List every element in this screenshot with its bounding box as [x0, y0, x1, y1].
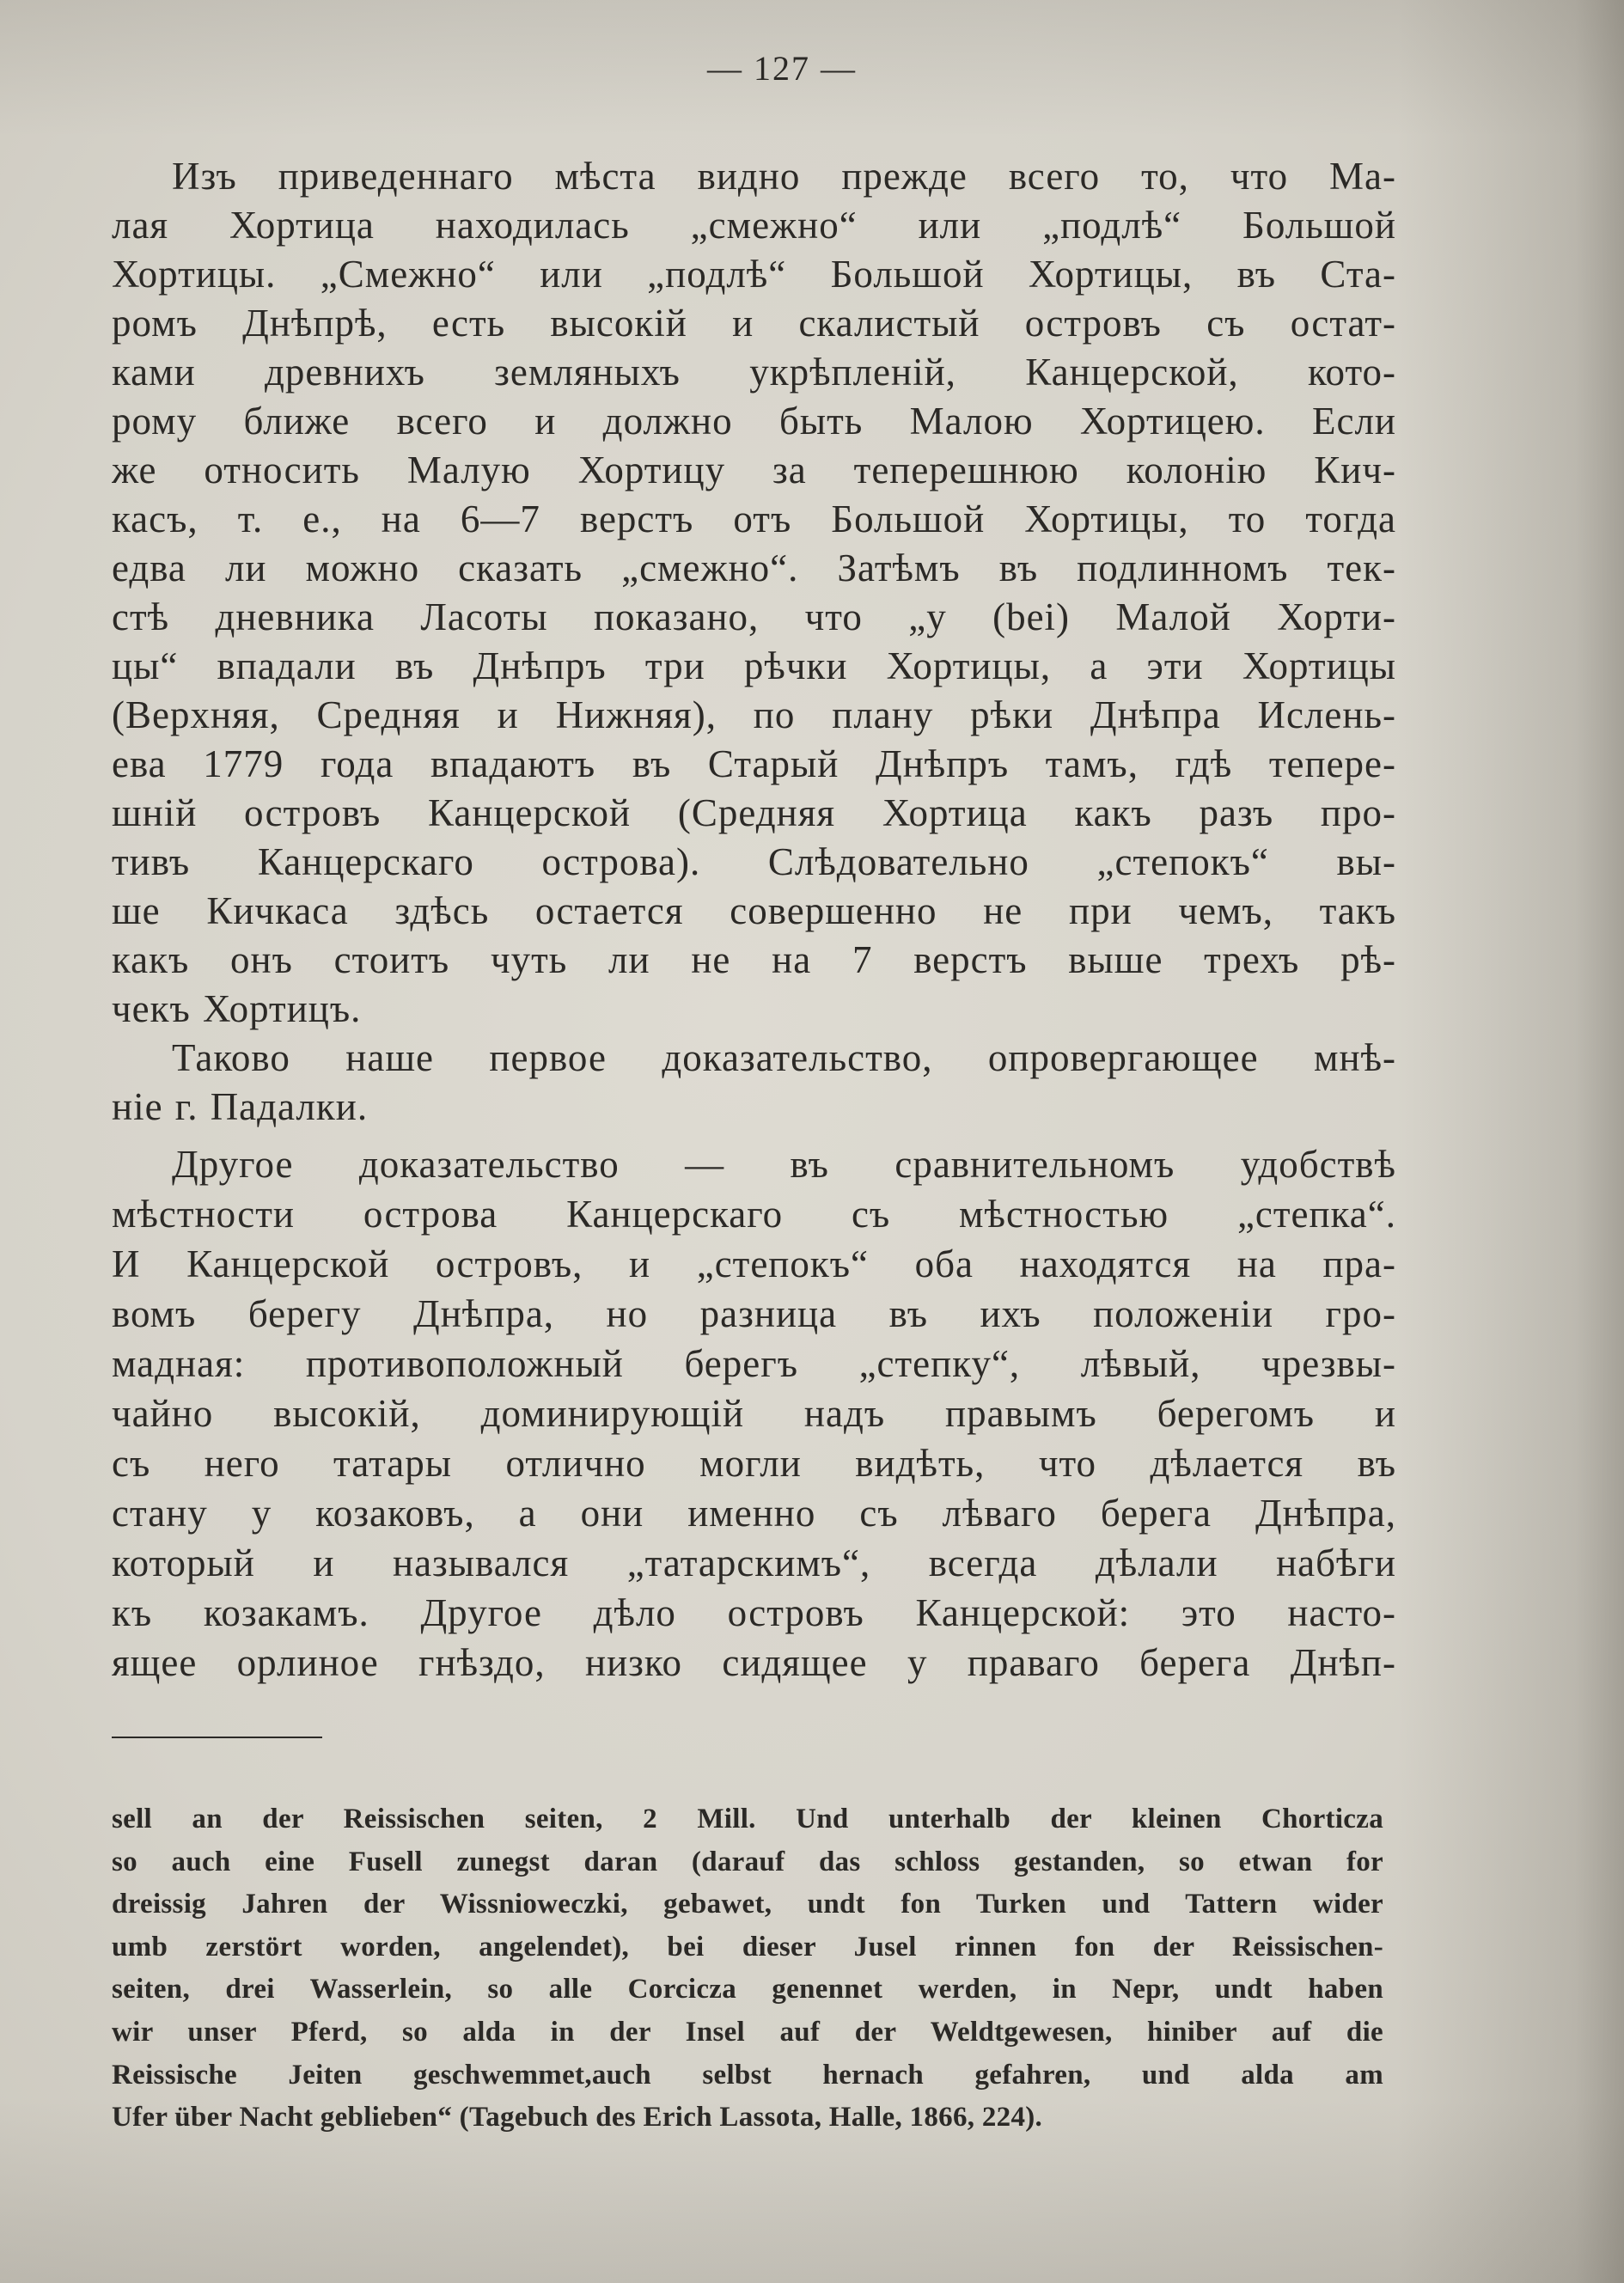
text-line: который и назывался „татарскимъ“, всегда дѣлали набѣги — [112, 1541, 1396, 1584]
text-line: И Канцерской островъ, и „степокъ“ оба находятся на пра- — [112, 1242, 1396, 1285]
footnote-line: seiten, drei Wasserlein, so alle Corcicza genennet werden, in Nepr, undt haben — [112, 1974, 1383, 2005]
text-line: чекъ Хортицъ. — [112, 987, 362, 1030]
text-line: (Верхняя, Средняя и Нижняя), по плану рѣки Днѣпра Ислень- — [112, 693, 1396, 736]
text-line: къ козакамъ. Другое дѣло островъ Канцерской: это насто- — [112, 1591, 1396, 1634]
text-line: тивъ Канцерскаго острова). Слѣдовательно „степокъ“ вы- — [112, 840, 1396, 883]
text-line: мѣстности острова Канцерскаго съ мѣстностью „степка“. — [112, 1193, 1396, 1236]
footnote-line: sell an der Reissischen seiten, 2 Mill. Und unterhalb der kleinen Chorticza — [112, 1804, 1383, 1834]
text-line: рому ближе всего и должно быть Малою Хортицею. Если — [112, 400, 1396, 443]
text-line: какъ онъ стоитъ чуть ли не на 7 верстъ выше трехъ рѣ- — [112, 938, 1396, 981]
footnote — [112, 1798, 1383, 2140]
text-line: едва ли можно сказать „смежно“. Затѣмъ въ подлинномъ тек- — [112, 546, 1396, 589]
text-line: Другое доказательство — въ сравнительномъ удобствѣ — [172, 1143, 1396, 1186]
text-line: лая Хортица находилась „смежно“ или „подлѣ“ Большой — [112, 204, 1396, 247]
paragraph — [112, 1034, 1396, 1132]
text-line: вомъ берегу Днѣпра, но разница въ ихъ положеніи гро- — [112, 1292, 1396, 1335]
body-text — [112, 152, 1396, 1688]
text-line: Хортицы. „Смежно“ или „подлѣ“ Большой Хортицы, въ Ста- — [112, 253, 1396, 296]
text-line: же относить Малую Хортицу за теперешнюю колонію Кич- — [112, 449, 1396, 491]
footnote-line: umb zerstört worden, angelendet), bei dieser Jusel rinnen fon der Reissischen- — [112, 1931, 1383, 1963]
footnote-line: so auch eine Fusell zunegst daran (darauf das schloss gestanden, so etwan for — [112, 1846, 1383, 1877]
text-line: ромъ Днѣпрѣ, есть высокій и скалистый островъ съ остат- — [112, 302, 1396, 345]
text-line: ше Кичкаса здѣсь остается совершенно не при чемъ, такъ — [112, 889, 1396, 932]
footnote-line: wir unser Pferd, so alda in der Insel auf der Weldtgewesen, hiniber auf die — [112, 2016, 1383, 2048]
text-line: ящее орлиное гнѣздо, низко сидящее у праваго берега Днѣп- — [112, 1641, 1396, 1684]
text-line: цы“ впадали въ Днѣпръ три рѣчки Хортицы, а эти Хортицы — [112, 644, 1396, 687]
text-line: касъ, т. е., на 6—7 верстъ отъ Большой Хортицы, то тогда — [112, 497, 1396, 540]
footnote-line: dreissig Jahren der Wissnioweczki, gebawet, undt fon Turken und Tattern wider — [112, 1889, 1383, 1920]
text-line: съ него татары отлично могли видѣть, что дѣлается въ — [112, 1442, 1396, 1485]
text-line: чайно высокій, доминирующій надъ правымъ берегомъ и — [112, 1392, 1396, 1435]
text-line: стѣ дневника Ласоты показано, что „у (bei) Малой Хорти- — [112, 595, 1396, 638]
text-line: шній островъ Канцерской (Средняя Хортица какъ разъ про- — [112, 791, 1396, 834]
text-line: ніе г. Падалки. — [112, 1085, 369, 1128]
paragraph — [112, 1139, 1396, 1688]
text-line: Таково наше первое доказательство, опровергающее мнѣ- — [172, 1036, 1396, 1079]
text-line: Изъ приведеннаго мѣста видно прежде всего то, что Ма- — [172, 155, 1396, 198]
text-line: ками древнихъ земляныхъ укрѣпленій, Канцерской, кото- — [112, 351, 1396, 394]
text-line: ева 1779 года впадаютъ въ Старый Днѣпръ тамъ, гдѣ тепере- — [112, 742, 1396, 785]
text-line: стану у козаковъ, а они именно съ лѣваго берега Днѣпра, — [112, 1492, 1396, 1535]
text-line: мадная: противоположный берегъ „степку“, лѣвый, чрезвы- — [112, 1342, 1396, 1385]
page-number: — 127 — — [707, 49, 857, 88]
footnote-line: Ufer über Nacht geblieben“ (Tagebuch des Erich Lassota, Halle, 1866, 224). — [112, 2102, 1043, 2133]
footnote-line: Reissische Jeiten geschwemmet,auch selbst hernach gefahren, und alda am — [112, 2059, 1383, 2091]
footnote-rule — [112, 1737, 322, 1738]
paragraph — [112, 152, 1396, 1034]
